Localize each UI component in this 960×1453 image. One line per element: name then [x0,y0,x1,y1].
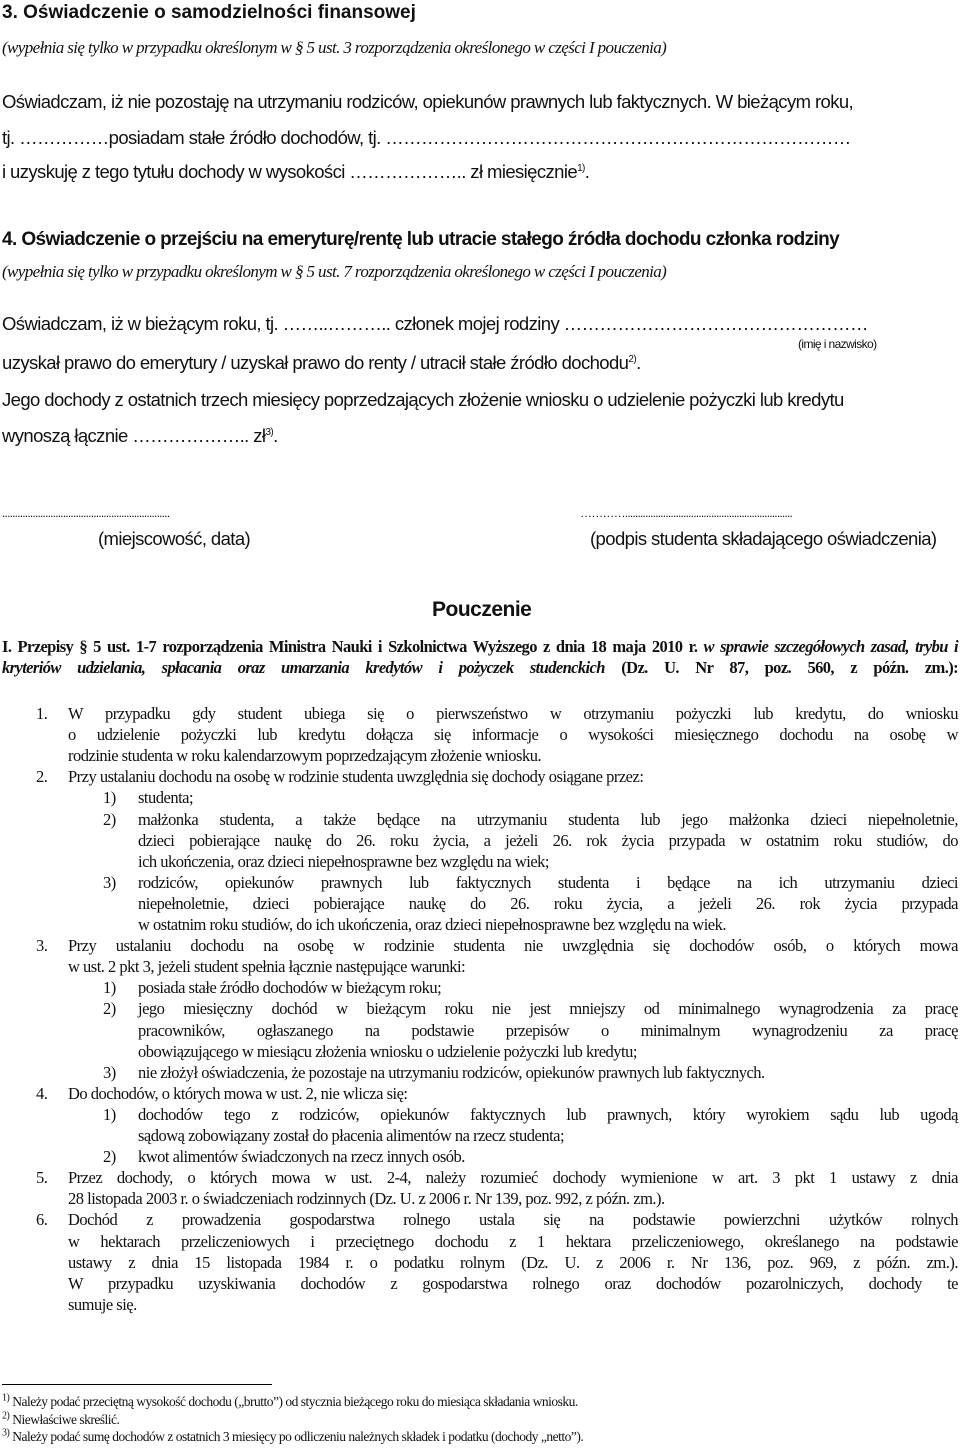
footnote [2,1429,583,1445]
footnote [2,1412,119,1428]
footnote [2,1394,578,1410]
footnote-ref-3: 3) [265,426,274,438]
pouczenie-intro-italic-2: szczegółowych zasad, trybu i kryteriów udzielania, spłacania oraz umarzania kredytów i pożyczek studenckich [2,637,958,677]
item-text-line: Przez dochody, o których mowa w ust. 2-4, należy rozumieć dochody wymienione w art. 3 pkt 1 ustawy z dnia [68,1168,958,1188]
section-4-line-4 [2,425,278,447]
section-4-line-4-end: . [273,425,278,446]
item-text-line: Przy ustalaniu dochodu na osobę w rodzinie studenta nie uwzględnia się dochodów osób, o których mowa [68,936,958,956]
pouczenie-intro-end: (Dz. U. Nr 87, poz. 560, z późn. zm.): [621,658,959,677]
item-text-line: Przy ustalaniu dochodu na osobę w rodzinie studenta uwzględnia się dochody osiągane przez: [68,767,644,787]
section-3-heading: 3. Oświadczenie o samodzielności finansowej [2,2,416,23]
subitem-text-line: pracowników, ogłaszanego na podstawie przepisów o minimalnym wynagrodzeniu za pracę [138,1020,958,1040]
section-4-line-2-end: . [636,352,641,373]
place-date-label: (miejscowość, data) [98,528,251,549]
subitem-number: 2) [103,809,116,829]
section-4-line-4-text: wynoszą łącznie ……………….. zł [2,425,266,446]
footnote-mark: 3) [2,1427,10,1439]
subitem-text-line: posiada stałe źródło dochodów w bieżącym roku; [138,978,442,998]
pouczenie-title: Pouczenie [432,598,532,621]
subitem-text-line: niepełnoletnie, dzieci pobierające naukę do 26. roku życia, a jeżeli 26. rok życia przypada [138,893,958,913]
section-4-line-2 [2,352,641,374]
subitem-text-line: sądową zobowiązany został do płacenia alimentów na rzecz studenta; [138,1126,565,1145]
section-4-line-1: Oświadczam, iż w bieżącym roku, tj. ……..……….. członek mojej rodziny …………………………………………… [2,313,868,334]
subitem-text-line: kwot alimentów świadczonych na rzecz innych osób. [138,1147,465,1167]
item-number: 2. [36,767,48,787]
section-3-subheading: (wypełnia się tylko w przypadku określonym w § 5 ust. 3 rozporządzenia określonego w części I pouczenia) [2,38,667,57]
footnote-ref-2: 2) [628,353,637,365]
subitem-number: 3) [103,1062,116,1082]
item-text-line: ustawy z dnia 15 listopada 1984 r. o podatku rolnym (Dz. U. z 2006 r. Nr 136, poz. 969, z późn. zm.). [68,1252,958,1272]
item-text-line: Do dochodów, o których mowa w ust. 2, nie wlicza się: [68,1083,408,1103]
footnote-text: Niewłaściwe skreślić. [9,1411,120,1427]
subitem-text-line: jego miesięczny dochód w bieżącym roku nie jest mniejszy od minimalnego wynagrodzenia za pracę [138,999,958,1019]
item-text-line: W przypadku uzyskiwania dochodów z gospodarstwa rolnego oraz dochodów pozarolniczych, dochody te [68,1273,958,1293]
item-text-line: Dochód z prowadzenia gospodarstwa rolnego ustala się na podstawie powierzchni użytków rolnych [68,1210,958,1230]
subitem-number: 1) [103,1104,116,1124]
subitem-text-line: dochodów tego z rodziców, opiekunów faktycznych lub prawnych, który wyrokiem sądu lub ugodą [138,1104,958,1124]
item-number: 4. [36,1083,48,1103]
footnote-text: Należy podać przeciętną wysokość dochodu („brutto”) od stycznia bieżącego roku do miesiąca składania wniosku. [9,1394,578,1409]
subitem-text-line: studenta; [138,788,194,808]
item-number: 3. [36,936,48,956]
footnote-mark: 1) [2,1392,10,1404]
item-text-line: 28 listopada 2003 r. o świadczeniach rodzinnych (Dz. U. z 2006 r. Nr 139, poz. 992, z późn. zm.). [68,1189,665,1209]
subitem-number: 2) [103,1147,116,1167]
subitem-text-line: obowiązującego w miesiącu złożenia wniosku o udzielenie pożyczki lub kredytu; [138,1041,637,1061]
section-4-subheading: (wypełnia się tylko w przypadku określonym w § 5 ust. 7 rozporządzenia określonego w części I pouczenia) [2,262,667,281]
item-text-line: w ust. 2 pkt 3, jeżeli student spełnia łącznie następujące warunki: [68,957,466,977]
subitem-text-line: ich ukończenia, oraz dzieci niepełnosprawne bez względu na wiek; [138,851,550,871]
pouczenie-intro-bold: I. Przepisy § 5 ust. 1-7 rozporządzenia Ministra Nauki i Szkolnictwa Wyższego z dnia 18 maja 2010 r. [2,637,698,656]
item-number: 6. [36,1210,48,1230]
subitem-number: 2) [103,999,116,1019]
signature-label: (podpis studenta składającego oświadczenia) [590,528,937,549]
footnote-mark: 2) [2,1410,10,1421]
section-3-line-3-text: i uzyskuję z tego tytułu dochody w wysokości ……………….. zł miesięcznie [2,161,578,182]
subitem-text-line: dzieci pobierające naukę do 26. roku życia, a jeżeli 26. rok życia przypada w ostatnim roku studiów, do [138,830,958,850]
section-3-line-3 [2,161,589,183]
section-4-line-3: Jego dochody z ostatnich trzech miesięcy poprzedzających złożenie wniosku o udzielenie pożyczki lub kredytu [2,389,844,410]
subitem-number: 1) [103,788,116,808]
section-3-line-2: tj. ……………posiadam stałe źródło dochodów, tj. …………………………………………………………………… [2,127,851,148]
item-text-line: W przypadku gdy student ubiega się o pierwszeństwo w otrzymaniu pożyczki lub kredytu, do wniosku [68,704,958,723]
item-text-line: rodzinie studenta w roku kalendarzowym poprzedzającym złożenie wniosku. [68,746,542,766]
signature-dots: ………….................................................................. [580,506,793,520]
footnote-text: Należy podać sumę dochodów z ostatnich 3 miesięcy po odliczeniu należnych składek i podatku (dochody „netto”). [9,1429,584,1444]
subitem-text-line: w ostatnim roku studiów, do ich ukończenia, oraz dzieci niepełnosprawne bez względu na wiek. [138,915,726,934]
section-4-heading: 4. Oświadczenie o przejściu na emeryturę/rentę lub utracie stałego źródła dochodu członka rodziny [2,229,840,250]
subitem-text-line: nie złożył oświadczenia, że pozostaje na utrzymaniu rodziców, opiekunów prawnych lub faktycznych. [138,1062,765,1082]
item-number: 1. [36,704,48,723]
pouczenie-intro-italic-1: w sprawie [703,637,769,656]
footnote-divider [2,1384,272,1385]
item-text-line: sumuje się. [68,1294,137,1314]
section-4-line-2-text: uzyskał prawo do emerytury / uzyskał prawo do renty / utracił stałe źródło dochodu [2,352,629,373]
item-text-line: w hektarach przeliczeniowych i przeciętnego dochodu z 1 hektara przeliczeniowego, określanego na podstawie [68,1231,958,1251]
section-3-line-1: Oświadczam, iż nie pozostaję na utrzymaniu rodziców, opiekunów prawnych lub faktycznych. W bieżącym roku, [2,91,854,112]
name-hint: (imię i nazwisko) [798,337,877,351]
subitem-number: 3) [103,872,116,892]
item-number: 5. [36,1168,48,1188]
subitem-text-line: rodziców, opiekunów prawnych lub faktycznych studenta i będące na ich utrzymaniu dzieci [138,872,958,892]
pouczenie-intro [2,636,958,678]
place-date-dots: .................................................................. [2,506,170,520]
subitem-text-line: małżonka studenta, a także będące na utrzymaniu studenta lub jego małżonka dzieci niepełnoletnie, [138,809,958,829]
footnote-ref-1: 1) [577,162,585,174]
item-text-line: o udzielenie pożyczki lub kredytu dołącza się informacje o wysokości miesięcznego dochodu na osobę w [68,725,958,745]
subitem-number: 1) [103,978,116,998]
section-3-line-3-end: . [584,161,590,182]
